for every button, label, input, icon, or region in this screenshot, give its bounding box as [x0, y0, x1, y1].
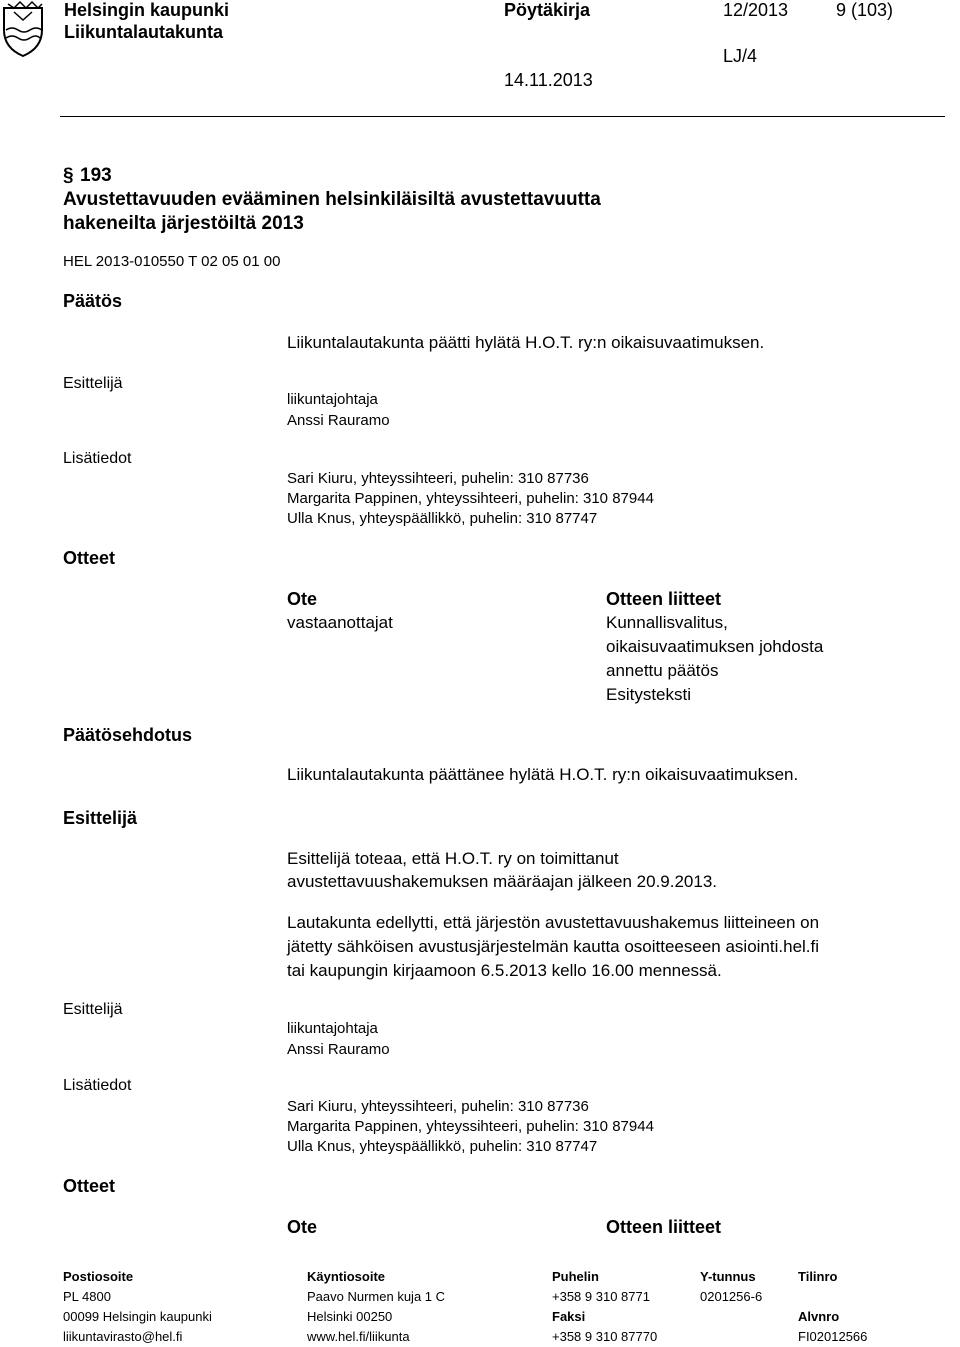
decision-info-label: Lisätiedot	[63, 450, 132, 467]
header-org: Helsingin kaupunki	[64, 0, 230, 20]
decision-extract-attachment-3: annettu päätös	[606, 661, 719, 680]
decision-extract-attachment-1: Kunnallisvalitus,	[606, 613, 728, 632]
decision-extract-col1-value: vastaanottajat	[287, 613, 393, 632]
footer-visiting-label: Käyntiosoite	[307, 1269, 386, 1284]
footer-business-id-value: 0201256-6	[700, 1289, 763, 1304]
helsinki-crest-logo	[0, 0, 46, 58]
footer-visiting-city: Helsinki 00250	[307, 1309, 393, 1324]
footer-account-value	[798, 1287, 867, 1307]
proposal-presenter-name: Anssi Rauramo	[287, 1041, 390, 1058]
decision-extracts-label: Otteet	[63, 548, 116, 568]
decision-extract-col1-head: Ote	[287, 589, 318, 609]
footer-account-vat	[798, 1267, 867, 1347]
proposal-contact-1: Sari Kiuru, yhteyssihteeri, puhelin: 310 87736	[287, 1098, 589, 1115]
footer-visiting-address	[307, 1267, 445, 1347]
footer-email: liikuntavirasto@hel.fi	[63, 1329, 183, 1344]
footer-phone-label: Puhelin	[552, 1269, 599, 1284]
proposal-extract-col1-head: Ote	[287, 1217, 318, 1237]
decision-presenter-title: liikuntajohtaja	[287, 391, 378, 408]
footer-postal-address	[63, 1267, 212, 1347]
decision-presenter-name: Anssi Rauramo	[287, 412, 390, 429]
header-date: 14.11.2013	[504, 70, 593, 90]
footer-postal-box: PL 4800	[63, 1289, 111, 1304]
proposal-para2-line3: tai kaupungin kirjaamoon 6.5.2013 kello 16.00 mennessä.	[287, 961, 722, 980]
footer-account-label: Tilinro	[798, 1269, 838, 1284]
decision-presenter-label: Esittelijä	[63, 375, 123, 392]
section-reference: HEL 2013-010550 T 02 05 01 00	[63, 253, 281, 270]
proposal-extract-col2-head: Otteen liitteet	[606, 1217, 722, 1237]
proposal-presenter-label: Esittelijä	[63, 1001, 123, 1018]
footer-website: www.hel.fi/liikunta	[307, 1329, 410, 1344]
header-doc-type: Pöytäkirja	[504, 0, 591, 20]
proposal-para2-line2: jätetty sähköisen avustusjärjestelmän kautta osoitteeseen asiointi.hel.fi	[287, 937, 820, 956]
section-title-line2: hakeneilta järjestöiltä 2013	[63, 213, 304, 234]
proposal-presenter-heading: Esittelijä	[63, 808, 138, 828]
section-number: 193	[80, 165, 112, 186]
decision-contact-1: Sari Kiuru, yhteyssihteeri, puhelin: 310 87736	[287, 470, 589, 487]
header-page: 9 (103)	[836, 0, 894, 20]
header-divider	[60, 116, 945, 117]
proposal-text: Liikuntalautakunta päättänee hylätä H.O.T. ry:n oikaisuvaatimuksen.	[287, 765, 799, 784]
proposal-para1-line1: Esittelijä toteaa, että H.O.T. ry on toimittanut	[287, 849, 619, 868]
footer-fax-label: Faksi	[552, 1309, 586, 1324]
proposal-presenter-title: liikuntajohtaja	[287, 1020, 378, 1037]
decision-extract-attachment-2: oikaisuvaatimuksen johdosta	[606, 637, 824, 656]
proposal-info-label: Lisätiedot	[63, 1077, 132, 1094]
proposal-para2-line1: Lautakunta edellytti, että järjestön avustettavuushakemus liitteineen on	[287, 913, 820, 932]
decision-contact-3: Ulla Knus, yhteyspäällikkö, puhelin: 310 87747	[287, 510, 598, 527]
footer-vat-label: Alvnro	[798, 1309, 840, 1324]
footer-postal-city: 00099 Helsingin kaupunki	[63, 1309, 212, 1324]
section-title-line1: Avustettavuuden evääminen helsinkiläisiltä avustettavuutta	[63, 189, 601, 210]
footer-fax: +358 9 310 87770	[552, 1329, 658, 1344]
footer-business-id	[700, 1267, 762, 1307]
decision-text: Liikuntalautakunta päätti hylätä H.O.T. ry:n oikaisuvaatimuksen.	[287, 333, 765, 352]
header-code: LJ/4	[723, 46, 758, 66]
footer-vat-value: FI02012566	[798, 1329, 868, 1344]
footer-phone: +358 9 310 8771	[552, 1289, 650, 1304]
decision-contact-2: Margarita Pappinen, yhteyssihteeri, puhelin: 310 87944	[287, 490, 654, 507]
proposal-heading: Päätösehdotus	[63, 725, 193, 745]
proposal-contact-2: Margarita Pappinen, yhteyssihteeri, puhelin: 310 87944	[287, 1118, 654, 1135]
header-number: 12/2013	[723, 0, 789, 20]
decision-extract-attachment-4: Esitysteksti	[606, 685, 692, 704]
footer-phone-fax	[552, 1267, 657, 1347]
proposal-extracts-label: Otteet	[63, 1176, 116, 1196]
decision-heading: Päätös	[63, 291, 123, 311]
header-committee: Liikuntalautakunta	[64, 22, 224, 42]
footer-postal-label: Postiosoite	[63, 1269, 134, 1284]
proposal-para1-line2: avustettavuushakemuksen määräajan jälkeen 20.9.2013.	[287, 872, 718, 891]
footer-business-id-label: Y-tunnus	[700, 1269, 756, 1284]
proposal-contact-3: Ulla Knus, yhteyspäällikkö, puhelin: 310 87747	[287, 1138, 598, 1155]
decision-extract-col2-head: Otteen liitteet	[606, 589, 722, 609]
section-symbol: §	[63, 165, 74, 186]
footer-visiting-street: Paavo Nurmen kuja 1 C	[307, 1289, 446, 1304]
